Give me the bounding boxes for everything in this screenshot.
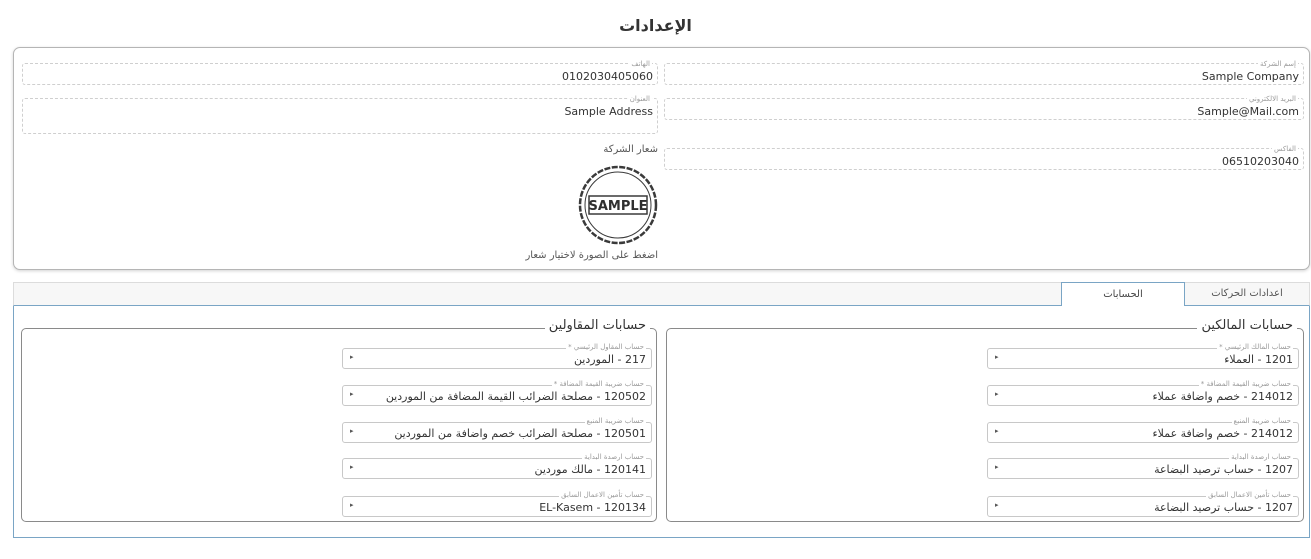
address-value: Sample Address — [564, 105, 653, 118]
contractor-opening-balance-account-select[interactable] — [342, 453, 652, 479]
company-logo-image[interactable] — [575, 162, 661, 248]
sample-stamp-icon — [575, 162, 661, 248]
contractor-opening-balance-account-label: حساب ارصدة البداية — [584, 453, 644, 461]
contractor-opening-balance-account-value: 120141 - مالك موردين — [534, 463, 646, 476]
fax-label: الفاكس — [1273, 145, 1296, 153]
stamp-ring-text — [575, 162, 579, 164]
caret-icon: ▸ — [995, 390, 999, 398]
contractor-main-account-label: حساب المقاول الرئيسي * — [568, 343, 644, 351]
logo-hint: اضغط على الصورة لاختيار شعار — [525, 250, 658, 261]
owner-opening-balance-account-value: 1207 - حساب ترصيد البضاعة — [1154, 463, 1293, 476]
owners-accounts-title: حسابات المالكين — [1197, 318, 1297, 333]
company-name-value: Sample Company — [1201, 70, 1299, 83]
contractors-accounts-group — [21, 318, 657, 522]
contractor-vat-account-value: 120502 - مصلحة الضرائب القيمة المضافة من الموردين — [385, 390, 646, 403]
contractor-previous-works-insurance-select[interactable] — [342, 491, 652, 517]
owner-main-account-select[interactable] — [987, 343, 1299, 369]
contractor-previous-works-insurance-label: حساب تأمين الاعمال السابق — [561, 491, 644, 499]
address-label: العنوان — [629, 95, 650, 103]
tab-accounts[interactable]: الحسابات — [1061, 282, 1185, 307]
logo-label: شعار الشركة — [603, 144, 658, 155]
owner-vat-account-select[interactable] — [987, 380, 1299, 406]
contractor-withholding-account-select[interactable] — [342, 417, 652, 443]
company-name-label: إسم الشركة — [1260, 60, 1296, 68]
owner-previous-works-insurance-label: حساب تأمين الاعمال السابق — [1208, 491, 1291, 499]
contractor-vat-account-label: حساب ضريبة القيمة المضافة * — [553, 380, 644, 388]
owner-vat-account-label: حساب ضريبة القيمة المضافة * — [1200, 380, 1291, 388]
contractor-previous-works-insurance-value: EL-Kasem - 120134 — [539, 501, 646, 514]
caret-icon: ▸ — [995, 427, 999, 435]
owner-opening-balance-account-select[interactable] — [987, 453, 1299, 479]
contractor-main-account-select[interactable] — [342, 343, 652, 369]
fax-field[interactable] — [664, 145, 1304, 170]
address-field[interactable] — [22, 95, 658, 134]
caret-icon: ▸ — [350, 501, 354, 509]
page-title: الإعدادات — [619, 16, 692, 35]
owner-previous-works-insurance-select[interactable] — [987, 491, 1299, 517]
owner-main-account-label: حساب المالك الرئيسي * — [1219, 343, 1291, 351]
owner-withholding-account-label: حساب ضريبة المنبع — [1233, 417, 1291, 425]
owner-vat-account-value: 214012 - خصم واضافة عملاء — [1152, 390, 1293, 403]
caret-icon: ▸ — [995, 501, 999, 509]
phone-label: الهاتف — [631, 60, 650, 68]
accounts-tab-panel — [13, 306, 1310, 538]
tab-transaction-settings[interactable]: اعدادات الحركات — [1211, 288, 1283, 299]
tabs-bar — [13, 282, 1310, 306]
company-info-card — [13, 47, 1310, 270]
phone-value: 0102030405060 — [562, 70, 653, 83]
owner-withholding-account-select[interactable] — [987, 417, 1299, 443]
owner-opening-balance-account-label: حساب ارصدة البداية — [1231, 453, 1291, 461]
email-field[interactable] — [664, 95, 1304, 120]
caret-icon: ▸ — [350, 463, 354, 471]
contractor-withholding-account-value: 120501 - مصلحة الضرائب خصم واضافة من الموردين — [394, 427, 646, 440]
owner-main-account-value: 1201 - العملاء — [1224, 353, 1293, 366]
contractor-withholding-account-label: حساب ضريبة المنبع — [586, 417, 644, 425]
contractors-accounts-title: حسابات المقاولين — [545, 318, 650, 333]
company-name-field[interactable] — [664, 60, 1304, 85]
caret-icon: ▸ — [995, 353, 999, 361]
stamp-text: SAMPLE — [588, 199, 648, 214]
phone-field[interactable] — [22, 60, 658, 85]
svg-text:SAMPLE SAMPLE SAMPLE SAMPLE — [575, 162, 579, 164]
owner-previous-works-insurance-value: 1207 - حساب ترصيد البضاعة — [1154, 501, 1293, 514]
owners-accounts-group — [666, 318, 1304, 522]
contractor-main-account-value: 217 - الموردين — [573, 353, 646, 366]
fax-value: 06510203040 — [1222, 155, 1299, 168]
caret-icon: ▸ — [350, 427, 354, 435]
caret-icon: ▸ — [350, 353, 354, 361]
caret-icon: ▸ — [350, 390, 354, 398]
caret-icon: ▸ — [995, 463, 999, 471]
contractor-vat-account-select[interactable] — [342, 380, 652, 406]
email-label: البريد الالكتروني — [1249, 95, 1296, 103]
email-value: Sample@Mail.com — [1197, 105, 1299, 118]
owner-withholding-account-value: 214012 - خصم واضافة عملاء — [1152, 427, 1293, 440]
